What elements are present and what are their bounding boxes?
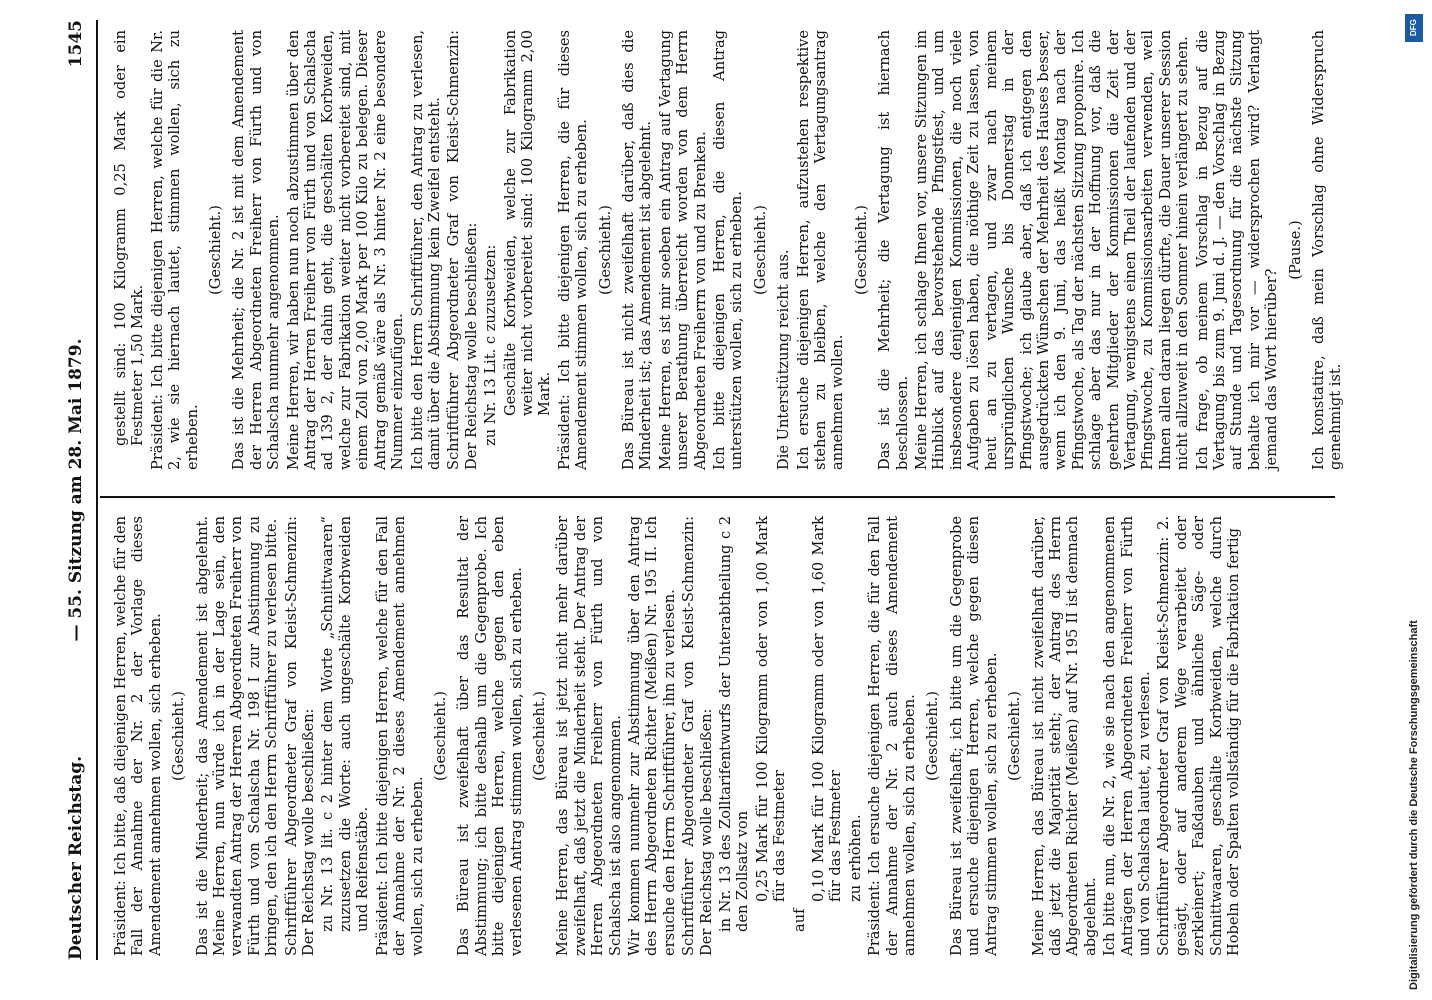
paragraph: Das ist die Minderheit; das Amendement ist abgelehnt. Meine Herren, nun würde ich in der Lage sein, den verwandten Antrag der Herren Abgeordneten Freiherr von Fürth und von Schalscha Nr. 198 I zur Abstimmung zu bringen, den ich den Herrn Schriftführer zu verlesen bitte. bbox=[193, 516, 281, 956]
column-divider bbox=[100, 496, 1335, 498]
stage-direction: (Geschieht.) bbox=[924, 691, 942, 781]
paragraph: gestellt sind: 100 Kilogramm 0,25 Mark oder ein Festmeter 1,50 Mark. bbox=[112, 30, 147, 446]
stage-direction: (Geschieht.) bbox=[852, 205, 870, 295]
paragraph: Das ist die Mehrheit; die Vertagung ist hiernach beschlossen. bbox=[876, 30, 911, 470]
stage-direction: (Geschieht.) bbox=[596, 205, 614, 295]
stage-direction: (Geschieht.) bbox=[207, 205, 225, 295]
stage-direction: (Geschieht.) bbox=[751, 205, 769, 295]
paragraph: Wir kommen nunmehr zur Abstimmung über den Antrag des Herrn Abgeordneten Richter (Meißen) Nr. 195 II. Ich ersuche den Herrn Schriftführer, ihn zu verlesen. bbox=[625, 516, 678, 956]
stage-direction: (Pause.) bbox=[1286, 220, 1304, 280]
paragraph: Schriftführer Abgeordneter Graf von Kleist-Schmenzin: Der Reichstag wolle beschließen: bbox=[445, 30, 480, 470]
header-session: — 55. Sitzung am 28. Mai 1879. bbox=[66, 338, 86, 642]
paragraph: Meine Herren, ich schlage Ihnen vor, unsere Sitzungen im Hinblick auf das bevorstehende Pfingstfest, und um insbesondere denjenigen Kommissionen, die noch viele Aufgaben zu lösen haben, die nöthige Zeit zu lassen, von heut an zu vertagen, und zwar nach meinem ursprünglichen Wunsche bis Donnerstag in der Pfingstwoche; ich glaube aber, daß ich entgegen den ausgedrückten Wünschen der Mehrheit des Hauses besser, wenn ich den 9. Juni, das heißt Montag nach der Pfingstwoche, als Tag der nächsten Sitzung proponire. Ich schlage aber das nur in der Hoffnung vor, daß die geehrten Mitglieder der Kommissionen die Zeit der Vertagung, wenigstens einen Theil der laufenden und der Pfingstwoche, zu Kommissionsarbeiten verwenden, weil Ihnen allen daran liegen dürfte, die Dauer unserer Session nicht allzuweit in den Sommer hinein verlängert zu sehen. bbox=[913, 30, 1192, 470]
stage-direction: (Geschieht.) bbox=[170, 691, 188, 781]
paragraph: in Nr. 13 des Zolltarifentwurfs der Unterabtheilung c 2 den Zollsatz von bbox=[717, 516, 752, 932]
paragraph: Präsident: Ich bitte diejenigen Herren, welche für den Fall der Annahme der Nr. 2 dieses Amendement annehmen wollen, sich zu erheben. bbox=[373, 516, 426, 956]
stage-direction: (Geschieht.) bbox=[1006, 691, 1024, 781]
paragraph: Das Büreau ist zweifelhaft; ich bitte um die Gegenprobe und ersuche diejenigen Herren, welche gegen diesen Antrag stimmen wollen, sich zu erheben. bbox=[947, 516, 1000, 956]
paragraph: Das ist die Mehrheit; die Nr. 2 ist mit dem Amendement der Herren Abgeordneten Freiherr von Fürth und von Schalscha nunmehr angenommen. bbox=[230, 30, 283, 470]
paragraph: Das Büreau ist zweifelhaft über das Resultat der Abstimmung; ich bitte deshalb um die Gegenprobe. Ich bitte diejenigen Herren, welche gegen den eben verlesenen Antrag stimmen wollen, sich zu erheben. bbox=[455, 516, 525, 956]
paragraph: zu erhöhen. bbox=[846, 814, 864, 902]
paragraph: Ich bitte den Herrn Schriftführer, den Antrag zu verlesen, damit über die Abstimmung kein Zweifel entsteht. bbox=[408, 30, 443, 470]
paragraph: 0,10 Mark für 100 Kilogramm oder von 1,60 Mark für das Festmeter bbox=[810, 516, 845, 902]
stage-direction: (Geschieht.) bbox=[530, 691, 548, 781]
paragraph: auf bbox=[790, 908, 808, 932]
paragraph: Meine Herren, das Büreau ist jetzt nicht mehr darüber zweifelhaft, daß jetzt die Minderheit steht. Der Antrag der Herren Abgeordneten Freiherr von Fürth und von Schalscha ist also angenommen. bbox=[554, 516, 624, 956]
left-column bbox=[112, 516, 1244, 956]
paragraph: Ich konstatire, daß mein Vorschlag ohne Widerspruch genehmigt ist. bbox=[1310, 30, 1345, 470]
paragraph: Schriftführer Abgeordneter Graf von Kleist-Schmenzin: Der Reichstag wolle beschließen: bbox=[282, 516, 318, 956]
paragraph: Meine Herren, wir haben nun noch abzustimmen über den Antrag der Herren Freiherr von Fürth und von Schalscha ad 139 2, der dahin geht, die geschälten Korbweiden, welche zur Fabrikation weiter nicht vorbereitet sind, mit einem Zoll von 2,00 Mark per 100 Kilo zu belegen. Dieser Antrag gemäß wäre als Nr. 3 hinter Nr. 2 eine besondere Nummer einzufügen. bbox=[284, 30, 407, 470]
paragraph: Schriftführer Abgeordneter Graf von Kleist-Schmenzin: 2. gesägt, oder auf anderem Wege verarbeitet oder zerkleinert; Faßdauben und ähnliche Säge- oder Schnittwaaren, geschälte Korbweiden, welche durch Hobeln oder Spalten vollständig für die Fabrikation fertig bbox=[1155, 516, 1242, 956]
paragraph: 0,25 Mark für 100 Kilogramm oder von 1,00 Mark für das Festmeter bbox=[753, 516, 789, 902]
header-publication: Deutscher Reichstag. bbox=[66, 755, 86, 960]
paragraph: Meine Herren, das Büreau ist nicht zweifelhaft darüber, daß jetzt die Majorität steht; der Antrag des Herrn Abgeordneten Richter (Meißen) auf Nr. 195 II ist demnach abgelehnt. bbox=[1029, 516, 1099, 956]
paragraph: Meine Herren, es ist mir soeben ein Antrag auf Vertagung unserer Berathung überreicht worden von dem Herrn Abgeordneten Freiherrn von und zu Brenken. bbox=[656, 30, 709, 470]
paragraph: Geschälte Korbweiden, welche zur Fabrikation weiter nicht vorbereitet sind: 100 Kilogramm 2,00 Mark. bbox=[501, 30, 554, 416]
paragraph: Präsident: Ich ersuche diejenigen Herren, die für den Fall der Annahme der Nr. 2 auch dieses Amendement annehmen wollen, sich zu erheben. bbox=[866, 516, 919, 956]
paragraph: zu Nr. 13 lit. c 2 hinter dem Worte „Schnittwaaren“ zuzusetzen die Worte: auch ungeschälte Korbweiden und Reifenstäbe. bbox=[319, 516, 372, 932]
paragraph: Die Unterstützung reicht aus. bbox=[775, 249, 793, 470]
paragraph: Das Büreau ist nicht zweifelhaft darüber, daß dies die Minderheit ist; das Amendement ist abgelehnt. bbox=[619, 30, 655, 470]
paragraph: zu Nr. 13 Lit. c zuzusetzen: bbox=[482, 244, 500, 446]
right-column bbox=[112, 30, 1347, 470]
page-number: 1545 bbox=[66, 20, 86, 68]
header-rule bbox=[96, 20, 98, 960]
paragraph: Ich ersuche diejenigen Herren, aufzustehen respektive stehen zu bleiben, welche den Vertagungsantrag annehmen wollen. bbox=[794, 30, 847, 470]
paragraph: Präsident: Ich bitte diejenigen Herren, welche für die Nr. 2, wie sie hiernach lautet, stimmen wollen, sich zu erheben. bbox=[148, 30, 201, 470]
paragraph: Ich bitte nun, die Nr. 2, wie sie nach den angenommenen Anträgen der Herren Abgeordneten Freiherr von Fürth und von Schalscha lautet, zu verlesen. bbox=[1101, 516, 1153, 956]
paragraph: Ich frage, ob meinem Vorschlag in Bezug auf die Vertagung bis zum 9. Juni d. J. — den Vorschlag in Bezug auf Stunde und Tagesordnung für die nächste Sitzung behalte ich mir vor — widersprochen wird? Verlangt jemand das Wort hierüber? bbox=[1193, 30, 1281, 470]
dfg-logo: DFG bbox=[1405, 14, 1423, 42]
paragraph: Ich bitte diejenigen Herren, die diesen Antrag unterstützen wollen, sich zu erheben. bbox=[711, 30, 746, 470]
paragraph: Schriftführer Abgeordneter Graf von Kleist-Schmenzin: Der Reichstag wolle beschließen: bbox=[680, 516, 715, 956]
digitization-credit: Digitalisierung gefördert durch die Deutsche Forschungsgemeinschaft bbox=[1408, 620, 1420, 990]
stage-direction: (Geschieht.) bbox=[431, 691, 449, 781]
paragraph: Präsident: Ich bitte diejenigen Herren, die für dieses Amendement stimmen wollen, sich zu erheben. bbox=[555, 30, 591, 470]
paragraph: Präsident: Ich bitte, daß diejenigen Herren, welche für den Fall der Annahme der Nr. 2 der Vorlage dieses Amendement annehmen wollen, sich erheben. bbox=[112, 516, 164, 956]
page-header bbox=[64, 20, 94, 960]
